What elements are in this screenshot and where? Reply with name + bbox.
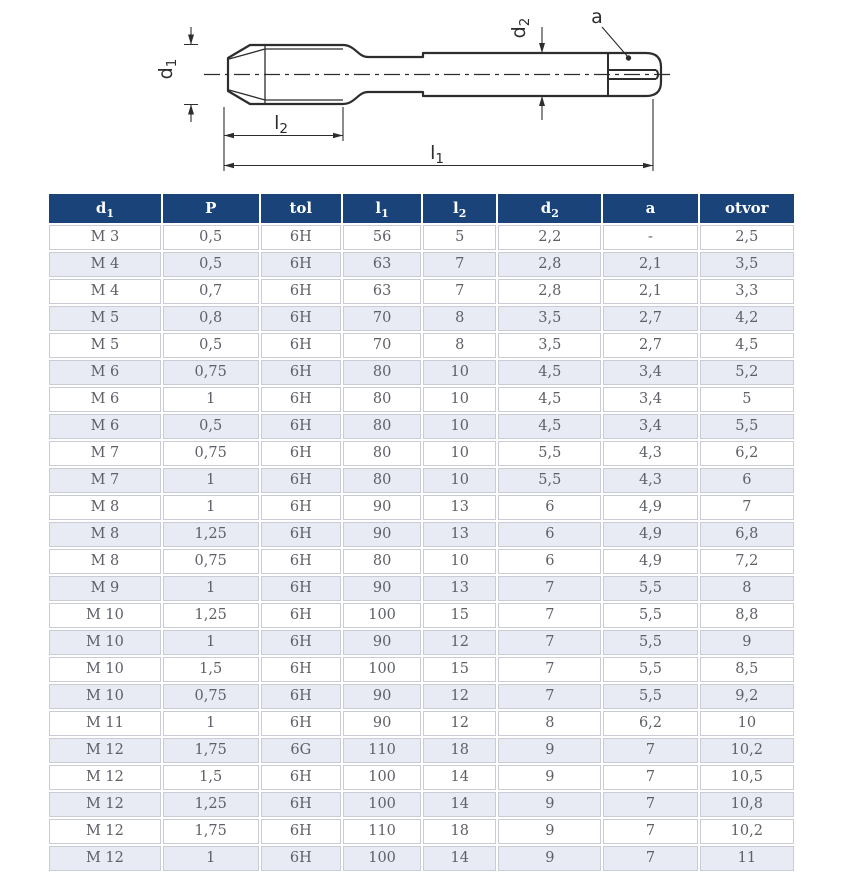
technical-drawing xyxy=(0,0,843,190)
spec-table-header xyxy=(49,194,794,223)
table-cell: M 4 xyxy=(49,279,161,304)
table-cell: 6H xyxy=(261,306,341,331)
table-cell: 2,8 xyxy=(498,279,601,304)
drawing-label-l1: $l_1$ xyxy=(430,142,444,167)
table-cell: 2,1 xyxy=(603,252,697,277)
table-cell: 2,2 xyxy=(498,225,601,250)
table-cell: 6H xyxy=(261,711,341,736)
table-cell: 10 xyxy=(423,549,496,574)
table-cell: 8 xyxy=(423,333,496,358)
table-cell: 9 xyxy=(498,792,601,817)
table-cell: 6H xyxy=(261,414,341,439)
table-cell: 10,2 xyxy=(700,819,794,844)
table-row xyxy=(49,306,794,331)
table-cell: 80 xyxy=(343,468,421,493)
table-row xyxy=(49,657,794,682)
table-cell: 5,2 xyxy=(700,360,794,385)
table-row xyxy=(49,441,794,466)
l1-arrow-right xyxy=(643,163,653,169)
table-cell: 9,2 xyxy=(700,684,794,709)
table-cell: 6H xyxy=(261,225,341,250)
table-cell: 6 xyxy=(498,549,601,574)
table-cell: 80 xyxy=(343,387,421,412)
table-cell: 2,7 xyxy=(603,333,697,358)
table-cell: 14 xyxy=(423,792,496,817)
table-cell: 7 xyxy=(603,792,697,817)
table-cell: 6H xyxy=(261,360,341,385)
table-cell: 6H xyxy=(261,819,341,844)
table-cell: - xyxy=(603,225,697,250)
table-cell: 11 xyxy=(700,846,794,871)
column-header-p: P xyxy=(163,194,259,223)
drawing-label-l2: $l_2$ xyxy=(274,112,288,137)
table-cell: 6H xyxy=(261,387,341,412)
table-cell: 56 xyxy=(343,225,421,250)
table-cell: 2,5 xyxy=(700,225,794,250)
table-cell: 9 xyxy=(498,765,601,790)
table-cell: 70 xyxy=(343,333,421,358)
table-cell: 0,75 xyxy=(163,684,259,709)
table-cell: 9 xyxy=(498,819,601,844)
table-cell: 12 xyxy=(423,711,496,736)
table-row xyxy=(49,792,794,817)
table-cell: 3,4 xyxy=(603,387,697,412)
table-cell: 0,75 xyxy=(163,549,259,574)
table-cell: M 6 xyxy=(49,360,161,385)
table-cell: 18 xyxy=(423,819,496,844)
table-cell: 0,5 xyxy=(163,225,259,250)
table-cell: M 6 xyxy=(49,387,161,412)
table-cell: 10 xyxy=(423,360,496,385)
table-cell: 6H xyxy=(261,576,341,601)
table-cell: 6 xyxy=(498,495,601,520)
drawing-label-d1: $d_1$ xyxy=(155,58,180,80)
table-cell: 7 xyxy=(700,495,794,520)
table-cell: 4,3 xyxy=(603,468,697,493)
table-cell: 6H xyxy=(261,495,341,520)
table-cell: M 10 xyxy=(49,684,161,709)
table-cell: 1,5 xyxy=(163,657,259,682)
table-cell: 5,5 xyxy=(603,684,697,709)
table-cell: 7 xyxy=(603,765,697,790)
table-cell: 10 xyxy=(700,711,794,736)
table-cell: 7 xyxy=(498,603,601,628)
table-row xyxy=(49,576,794,601)
table-cell: 6H xyxy=(261,846,341,871)
column-header-otvor: otvor xyxy=(700,194,794,223)
table-cell: 0,8 xyxy=(163,306,259,331)
table-cell: 1 xyxy=(163,576,259,601)
table-cell: 6,2 xyxy=(700,441,794,466)
table-row xyxy=(49,603,794,628)
table-cell: 1 xyxy=(163,846,259,871)
table-cell: 7 xyxy=(498,630,601,655)
table-row xyxy=(49,414,794,439)
drawing-label-a: a xyxy=(591,6,603,28)
l2-dimension-lines xyxy=(224,107,343,171)
table-cell: 7,2 xyxy=(700,549,794,574)
table-cell: 90 xyxy=(343,495,421,520)
table-cell: 13 xyxy=(423,522,496,547)
table-cell: 10,8 xyxy=(700,792,794,817)
table-row xyxy=(49,684,794,709)
spec-table-body xyxy=(49,225,794,871)
table-cell: 1,25 xyxy=(163,522,259,547)
table-cell: 7 xyxy=(423,252,496,277)
table-cell: 2,1 xyxy=(603,279,697,304)
column-header-tol: tol xyxy=(261,194,341,223)
header-row xyxy=(49,194,794,223)
table-cell: 1,75 xyxy=(163,738,259,763)
table-cell: M 8 xyxy=(49,495,161,520)
table-cell: 5,5 xyxy=(700,414,794,439)
table-cell: 1 xyxy=(163,495,259,520)
table-cell: 80 xyxy=(343,441,421,466)
table-cell: 7 xyxy=(603,819,697,844)
d1-arrow-top xyxy=(188,35,194,45)
table-cell: 0,5 xyxy=(163,252,259,277)
table-cell: 1 xyxy=(163,468,259,493)
table-cell: 9 xyxy=(498,846,601,871)
a-leader-dot xyxy=(626,55,631,60)
table-cell: 1,5 xyxy=(163,765,259,790)
table-cell: 10,5 xyxy=(700,765,794,790)
table-cell: M 7 xyxy=(49,468,161,493)
table-cell: 6H xyxy=(261,468,341,493)
table-cell: 5,5 xyxy=(498,441,601,466)
table-cell: 6H xyxy=(261,603,341,628)
table-cell: 5,5 xyxy=(603,630,697,655)
table-cell: 15 xyxy=(423,603,496,628)
table-cell: 90 xyxy=(343,630,421,655)
table-cell: 100 xyxy=(343,603,421,628)
table-cell: 14 xyxy=(423,765,496,790)
table-cell: 100 xyxy=(343,846,421,871)
table-cell: 4,9 xyxy=(603,522,697,547)
table-cell: 8 xyxy=(498,711,601,736)
table-cell: 9 xyxy=(700,630,794,655)
table-cell: 6,8 xyxy=(700,522,794,547)
table-cell: 10 xyxy=(423,387,496,412)
table-cell: 1 xyxy=(163,387,259,412)
table-cell: 4,5 xyxy=(700,333,794,358)
table-row xyxy=(49,252,794,277)
table-cell: 5 xyxy=(700,387,794,412)
table-cell: 6 xyxy=(498,522,601,547)
table-row xyxy=(49,765,794,790)
tap-drawing-svg xyxy=(0,0,843,190)
table-row xyxy=(49,819,794,844)
table-cell: 6H xyxy=(261,657,341,682)
table-cell: M 11 xyxy=(49,711,161,736)
table-row xyxy=(49,468,794,493)
d2-arrow-bottom xyxy=(539,96,545,106)
table-row xyxy=(49,846,794,871)
table-cell: 7 xyxy=(498,576,601,601)
table-cell: 80 xyxy=(343,549,421,574)
table-cell: 6H xyxy=(261,684,341,709)
d2-arrow-top xyxy=(539,43,545,53)
table-row xyxy=(49,333,794,358)
table-cell: 3,5 xyxy=(700,252,794,277)
table-cell: 5,5 xyxy=(603,657,697,682)
table-cell: 8 xyxy=(423,306,496,331)
table-cell: 4,3 xyxy=(603,441,697,466)
table-cell: 0,5 xyxy=(163,414,259,439)
table-cell: 90 xyxy=(343,711,421,736)
column-header-a: a xyxy=(603,194,697,223)
table-cell: 6H xyxy=(261,630,341,655)
table-cell: 110 xyxy=(343,738,421,763)
table-cell: 0,5 xyxy=(163,333,259,358)
spec-table-wrap xyxy=(0,190,843,873)
table-cell: M 12 xyxy=(49,846,161,871)
table-cell: M 12 xyxy=(49,819,161,844)
table-cell: 100 xyxy=(343,657,421,682)
column-header-l2: $l_2$ xyxy=(423,194,496,223)
table-cell: 12 xyxy=(423,630,496,655)
table-cell: 10 xyxy=(423,414,496,439)
table-cell: M 7 xyxy=(49,441,161,466)
table-cell: 10,2 xyxy=(700,738,794,763)
column-header-l1: $l_1$ xyxy=(343,194,421,223)
l1-arrow-left xyxy=(224,163,234,169)
table-cell: 3,3 xyxy=(700,279,794,304)
table-row xyxy=(49,387,794,412)
table-cell: M 10 xyxy=(49,630,161,655)
table-cell: 12 xyxy=(423,684,496,709)
table-cell: 63 xyxy=(343,279,421,304)
column-header-d2: $d_2$ xyxy=(498,194,601,223)
table-cell: 6H xyxy=(261,279,341,304)
table-cell: 7 xyxy=(423,279,496,304)
table-cell: 18 xyxy=(423,738,496,763)
table-cell: 15 xyxy=(423,657,496,682)
table-row xyxy=(49,360,794,385)
table-cell: 14 xyxy=(423,846,496,871)
table-row xyxy=(49,522,794,547)
d1-arrow-bottom xyxy=(188,105,194,115)
table-cell: 5 xyxy=(423,225,496,250)
table-cell: 1 xyxy=(163,711,259,736)
table-cell: 90 xyxy=(343,684,421,709)
table-cell: 1,75 xyxy=(163,819,259,844)
table-cell: 8,5 xyxy=(700,657,794,682)
table-cell: 7 xyxy=(498,657,601,682)
table-cell: 0,75 xyxy=(163,360,259,385)
table-cell: 6H xyxy=(261,792,341,817)
table-cell: M 9 xyxy=(49,576,161,601)
table-cell: 2,8 xyxy=(498,252,601,277)
table-cell: 6 xyxy=(700,468,794,493)
table-cell: M 10 xyxy=(49,657,161,682)
table-cell: 5,5 xyxy=(603,603,697,628)
table-cell: 6,2 xyxy=(603,711,697,736)
table-cell: 80 xyxy=(343,360,421,385)
table-cell: 70 xyxy=(343,306,421,331)
table-cell: 3,5 xyxy=(498,306,601,331)
table-cell: M 12 xyxy=(49,738,161,763)
table-cell: 6H xyxy=(261,549,341,574)
table-cell: M 4 xyxy=(49,252,161,277)
table-cell: 6H xyxy=(261,441,341,466)
table-cell: 90 xyxy=(343,576,421,601)
column-header-d1: $d_1$ xyxy=(49,194,161,223)
table-cell: 3,4 xyxy=(603,360,697,385)
table-cell: 1 xyxy=(163,630,259,655)
table-cell: 63 xyxy=(343,252,421,277)
table-row xyxy=(49,225,794,250)
table-cell: 5,5 xyxy=(498,468,601,493)
table-cell: 90 xyxy=(343,522,421,547)
spec-table xyxy=(47,192,796,873)
table-cell: 4,2 xyxy=(700,306,794,331)
l2-arrow-left xyxy=(224,133,234,139)
table-cell: 2,7 xyxy=(603,306,697,331)
table-cell: M 10 xyxy=(49,603,161,628)
table-cell: 10 xyxy=(423,468,496,493)
table-cell: M 12 xyxy=(49,792,161,817)
table-cell: 1,25 xyxy=(163,603,259,628)
table-cell: 100 xyxy=(343,792,421,817)
table-cell: 6H xyxy=(261,522,341,547)
table-cell: M 6 xyxy=(49,414,161,439)
table-cell: M 3 xyxy=(49,225,161,250)
table-cell: M 8 xyxy=(49,522,161,547)
table-cell: 0,7 xyxy=(163,279,259,304)
table-cell: 8,8 xyxy=(700,603,794,628)
table-row xyxy=(49,630,794,655)
table-row xyxy=(49,495,794,520)
table-cell: 4,5 xyxy=(498,360,601,385)
table-cell: 8 xyxy=(700,576,794,601)
table-cell: 100 xyxy=(343,765,421,790)
table-cell: 4,5 xyxy=(498,387,601,412)
table-cell: 6H xyxy=(261,333,341,358)
table-cell: 10 xyxy=(423,441,496,466)
table-cell: 0,75 xyxy=(163,441,259,466)
table-row xyxy=(49,279,794,304)
table-cell: 4,9 xyxy=(603,549,697,574)
table-cell: 80 xyxy=(343,414,421,439)
table-row xyxy=(49,711,794,736)
table-cell: M 5 xyxy=(49,306,161,331)
table-cell: 5,5 xyxy=(603,576,697,601)
table-cell: 110 xyxy=(343,819,421,844)
table-cell: 6G xyxy=(261,738,341,763)
drawing-label-d2: $d_2$ xyxy=(508,17,533,39)
table-cell: M 5 xyxy=(49,333,161,358)
table-cell: 6H xyxy=(261,765,341,790)
table-cell: 7 xyxy=(498,684,601,709)
table-cell: 4,5 xyxy=(498,414,601,439)
table-cell: 1,25 xyxy=(163,792,259,817)
table-cell: 9 xyxy=(498,738,601,763)
table-cell: M 8 xyxy=(49,549,161,574)
table-cell: 6H xyxy=(261,252,341,277)
table-cell: 13 xyxy=(423,576,496,601)
table-cell: 4,9 xyxy=(603,495,697,520)
table-row xyxy=(49,549,794,574)
table-cell: 3,4 xyxy=(603,414,697,439)
table-cell: 7 xyxy=(603,846,697,871)
table-row xyxy=(49,738,794,763)
table-cell: M 12 xyxy=(49,765,161,790)
l2-arrow-right xyxy=(333,133,343,139)
table-cell: 13 xyxy=(423,495,496,520)
table-cell: 7 xyxy=(603,738,697,763)
table-cell: 3,5 xyxy=(498,333,601,358)
